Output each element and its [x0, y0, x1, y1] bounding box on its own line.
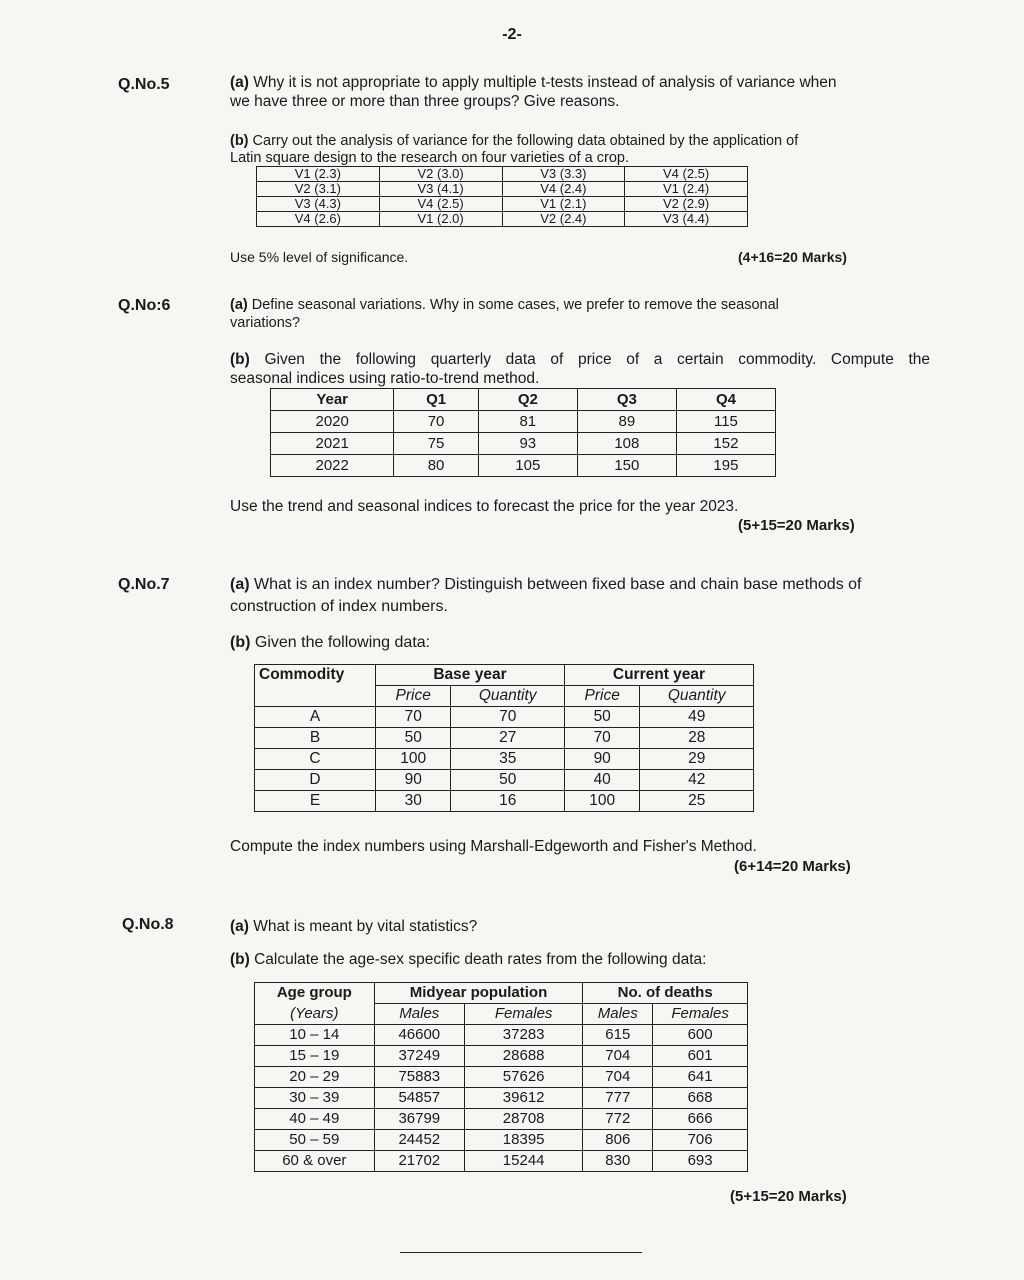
age-group-row [255, 1025, 748, 1046]
death-rates-table [254, 982, 748, 1172]
table-cell: 80 [394, 455, 478, 477]
age-group-row [255, 1130, 748, 1151]
header-q1: Q1 [394, 389, 478, 411]
table-cell: 18395 [464, 1130, 582, 1151]
q5-b-line1: Carry out the analysis of variance for the following data obtained by the application of [252, 133, 799, 149]
table-cell: V1 (2.1) [502, 197, 625, 212]
table-cell: 60 & over [255, 1151, 375, 1172]
header-current-year: Current year [564, 665, 753, 686]
age-group-row [255, 1046, 748, 1067]
table-cell: 90 [376, 770, 451, 791]
age-group-row [255, 1109, 748, 1130]
table-cell: V1 (2.3) [257, 167, 380, 182]
table-cell: V3 (4.1) [379, 182, 502, 197]
q6-part-b [230, 350, 930, 388]
q7-marks: (6+14=20 Marks) [734, 858, 851, 875]
commodity-table [254, 664, 754, 812]
table-cell: 70 [564, 728, 639, 749]
q6-footer: Use the trend and seasonal indices to forecast the price for the year 2023. [230, 498, 739, 515]
table-cell: 27 [451, 728, 565, 749]
q6-a-tag: (a) [230, 297, 248, 313]
table-cell: V4 (2.4) [502, 182, 625, 197]
table-cell: 100 [376, 749, 451, 770]
table-cell: 641 [653, 1067, 748, 1088]
q5-b-tag: (b) [230, 133, 249, 149]
latin-square-row [257, 182, 748, 197]
q5-a-line2: we have three or more than three groups? Give reasons. [230, 93, 620, 110]
table-cell: 704 [583, 1067, 653, 1088]
header-year: Year [271, 389, 394, 411]
q6-a-line1: Define seasonal variations. Why in some cases, we prefer to remove the seasonal [251, 297, 779, 313]
table-cell: 777 [583, 1088, 653, 1109]
table-cell: 105 [478, 455, 577, 477]
table-cell: 601 [653, 1046, 748, 1067]
table-cell: 50 [564, 707, 639, 728]
header-base-quantity: Quantity [451, 686, 565, 707]
table-cell: 70 [451, 707, 565, 728]
table-cell: 195 [676, 455, 775, 477]
table-cell: 70 [394, 411, 478, 433]
header-years: (Years) [255, 1004, 375, 1025]
table-cell: 28 [640, 728, 754, 749]
table-cell: 830 [583, 1151, 653, 1172]
table-cell: 600 [653, 1025, 748, 1046]
table-cell: 29 [640, 749, 754, 770]
table-cell: 20 – 29 [255, 1067, 375, 1088]
table-cell: V3 (3.3) [502, 167, 625, 182]
table-cell: 36799 [374, 1109, 464, 1130]
q8-b-line1: Calculate the age-sex specific death rates from the following data: [254, 951, 707, 968]
table-cell: A [255, 707, 376, 728]
table-cell: 15244 [464, 1151, 582, 1172]
table-cell: 40 – 49 [255, 1109, 375, 1130]
q6-part-a [230, 296, 779, 332]
table-cell: 30 – 39 [255, 1088, 375, 1109]
bottom-rule [400, 1252, 642, 1253]
table-cell: 75 [394, 433, 478, 455]
table-cell: 28708 [464, 1109, 582, 1130]
table-cell: 90 [564, 749, 639, 770]
table-cell: B [255, 728, 376, 749]
header-current-price: Price [564, 686, 639, 707]
quarterly-row [271, 455, 776, 477]
table-cell: 108 [577, 433, 676, 455]
table-cell: 39612 [464, 1088, 582, 1109]
table-cell: 10 – 14 [255, 1025, 375, 1046]
table-cell: D [255, 770, 376, 791]
age-group-row [255, 1151, 748, 1172]
latin-square-table [256, 166, 748, 227]
commodity-row [255, 791, 754, 812]
q8-b-tag: (b) [230, 951, 250, 968]
q8-part-a [230, 917, 477, 936]
q7-part-b [230, 633, 430, 652]
header-q3: Q3 [577, 389, 676, 411]
latin-square-row [257, 212, 748, 227]
table-cell: 693 [653, 1151, 748, 1172]
q6-b-line1: Given the following quarterly data of price of a certain commodity. Compute the [264, 351, 930, 368]
table-cell: V4 (2.5) [379, 197, 502, 212]
table-cell: 37249 [374, 1046, 464, 1067]
table-cell: 706 [653, 1130, 748, 1151]
table-cell: E [255, 791, 376, 812]
q7-label: Q.No.7 [118, 576, 170, 593]
q6-b-tag: (b) [230, 351, 250, 368]
age-group-row [255, 1067, 748, 1088]
q5-part-b [230, 133, 798, 167]
q5-a-line1: Why it is not appropriate to apply multiple t-tests instead of analysis of variance when [253, 74, 837, 91]
table-cell: 150 [577, 455, 676, 477]
table-cell: V2 (3.1) [257, 182, 380, 197]
page-number: -2- [502, 26, 522, 43]
table-cell: 25 [640, 791, 754, 812]
table-cell: 49 [640, 707, 754, 728]
q5-footer: Use 5% level of significance. [230, 249, 409, 265]
commodity-row [255, 749, 754, 770]
q5-a-tag: (a) [230, 74, 249, 91]
table-cell: 772 [583, 1109, 653, 1130]
table-cell: 81 [478, 411, 577, 433]
header-base-year: Base year [376, 665, 565, 686]
q7-footer: Compute the index numbers using Marshall-Edgeworth and Fisher's Method. [230, 838, 757, 855]
table-cell: V4 (2.6) [257, 212, 380, 227]
table-cell: 50 [376, 728, 451, 749]
table-cell: 2022 [271, 455, 394, 477]
q7-b-line1: Given the following data: [254, 634, 431, 651]
table-cell: 24452 [374, 1130, 464, 1151]
q6-a-line2: variations? [230, 315, 301, 331]
q7-a-line2: construction of index numbers. [230, 598, 448, 615]
q7-a-line1: What is an index number? Distinguish between fixed base and chain base methods of [254, 576, 862, 593]
q8-part-b [230, 950, 706, 969]
quarterly-price-table [270, 388, 776, 477]
header-current-quantity: Quantity [640, 686, 754, 707]
age-group-row [255, 1088, 748, 1109]
table-cell: 806 [583, 1130, 653, 1151]
table-cell: 50 [451, 770, 565, 791]
table-cell: 152 [676, 433, 775, 455]
table-cell: 42 [640, 770, 754, 791]
q5-b-line2: Latin square design to the research on four varieties of a crop. [230, 150, 629, 166]
header-commodity: Commodity [255, 665, 376, 707]
header-q4: Q4 [676, 389, 775, 411]
q7-a-tag: (a) [230, 576, 250, 593]
header-no-of-deaths: No. of deaths [583, 983, 748, 1004]
latin-square-row [257, 167, 748, 182]
q6-label: Q.No:6 [118, 297, 171, 314]
table-cell: 35 [451, 749, 565, 770]
header-midyear-population: Midyear population [374, 983, 583, 1004]
q7-part-a [230, 574, 862, 618]
header-base-price: Price [376, 686, 451, 707]
header-pop-females: Females [464, 1004, 582, 1025]
latin-square-row [257, 197, 748, 212]
header-deaths-females: Females [653, 1004, 748, 1025]
table-cell: V3 (4.4) [625, 212, 748, 227]
q6-marks: (5+15=20 Marks) [738, 517, 855, 534]
commodity-row [255, 728, 754, 749]
table-cell: 704 [583, 1046, 653, 1067]
table-cell: V1 (2.0) [379, 212, 502, 227]
header-deaths-males: Males [583, 1004, 653, 1025]
table-cell: 50 – 59 [255, 1130, 375, 1151]
table-cell: 28688 [464, 1046, 582, 1067]
table-cell: 21702 [374, 1151, 464, 1172]
header-q2: Q2 [478, 389, 577, 411]
table-cell: 37283 [464, 1025, 582, 1046]
table-cell: 16 [451, 791, 565, 812]
table-cell: V2 (3.0) [379, 167, 502, 182]
table-cell: 30 [376, 791, 451, 812]
q5-label: Q.No.5 [118, 76, 170, 93]
commodity-row [255, 707, 754, 728]
header-age-group: Age group [255, 983, 375, 1004]
header-pop-males: Males [374, 1004, 464, 1025]
table-cell: 666 [653, 1109, 748, 1130]
table-cell: 75883 [374, 1067, 464, 1088]
quarterly-row [271, 411, 776, 433]
table-cell: V3 (4.3) [257, 197, 380, 212]
q8-marks: (5+15=20 Marks) [730, 1188, 847, 1205]
q6-b-line2: seasonal indices using ratio-to-trend method. [230, 370, 540, 387]
table-cell: V4 (2.5) [625, 167, 748, 182]
q5-part-a [230, 73, 837, 111]
table-cell: 2020 [271, 411, 394, 433]
q8-a-tag: (a) [230, 918, 249, 935]
table-cell: 89 [577, 411, 676, 433]
table-cell: 57626 [464, 1067, 582, 1088]
q7-b-tag: (b) [230, 634, 251, 651]
table-cell: C [255, 749, 376, 770]
table-cell: 40 [564, 770, 639, 791]
table-cell: 15 – 19 [255, 1046, 375, 1067]
table-cell: 668 [653, 1088, 748, 1109]
table-cell: 100 [564, 791, 639, 812]
q5-marks: (4+16=20 Marks) [738, 249, 847, 265]
table-cell: 2021 [271, 433, 394, 455]
table-cell: 93 [478, 433, 577, 455]
table-cell: 54857 [374, 1088, 464, 1109]
table-cell: 46600 [374, 1025, 464, 1046]
commodity-row [255, 770, 754, 791]
table-cell: V1 (2.4) [625, 182, 748, 197]
table-cell: 615 [583, 1025, 653, 1046]
table-cell: 115 [676, 411, 775, 433]
q8-a-line1: What is meant by vital statistics? [253, 918, 478, 935]
table-cell: V2 (2.9) [625, 197, 748, 212]
table-cell: 70 [376, 707, 451, 728]
quarterly-row [271, 433, 776, 455]
table-cell: V2 (2.4) [502, 212, 625, 227]
q8-label: Q.No.8 [122, 916, 174, 933]
